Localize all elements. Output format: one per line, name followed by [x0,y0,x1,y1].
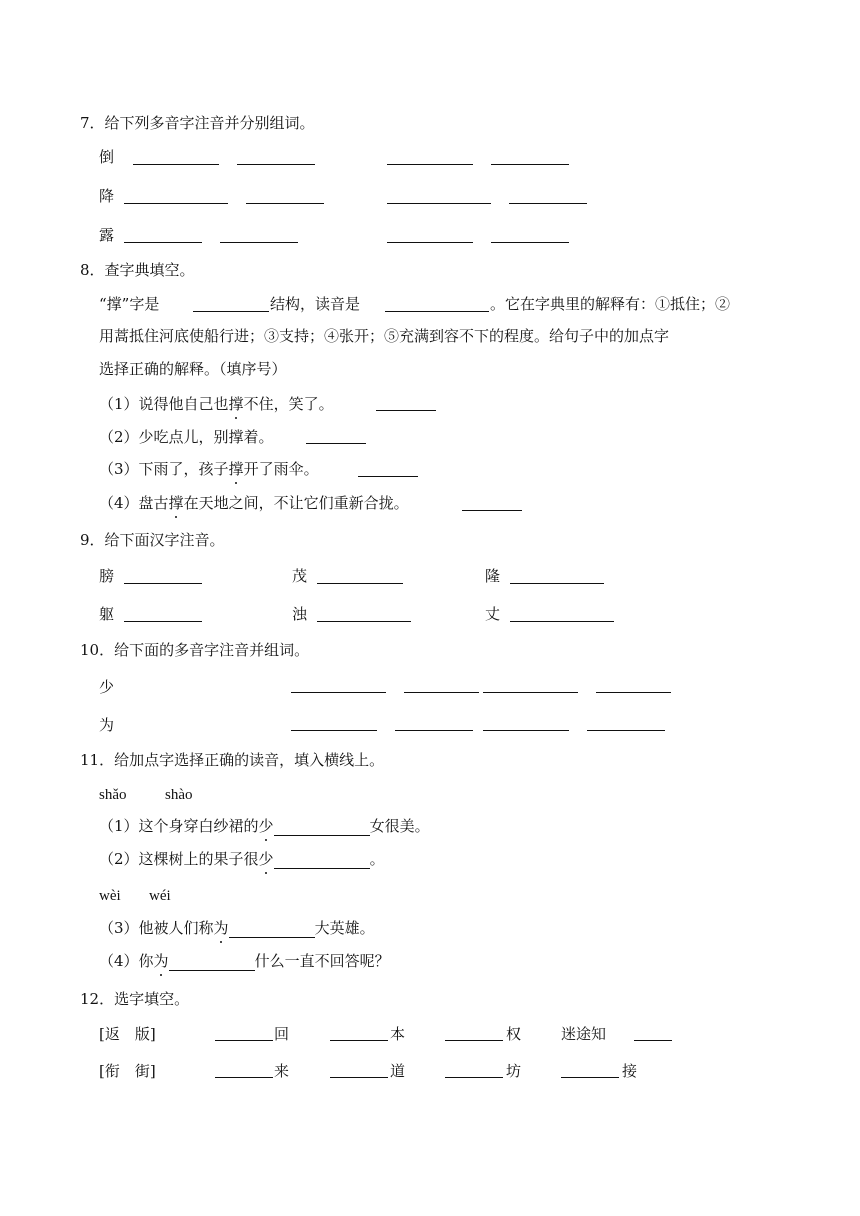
q7-blank[interactable] [491,242,569,243]
q7-blank[interactable] [246,203,324,204]
q10-blank[interactable] [404,692,479,693]
q8-item-2: （2）少吃点儿，别撑着。 [99,428,274,446]
q8-answer-blank-1[interactable] [376,410,436,411]
q10-blank[interactable] [596,692,671,693]
q9-char: 隆 [485,567,501,585]
q12-row1-label: [返 版] [99,1025,156,1043]
q10-blank[interactable] [395,730,473,731]
q9-char: 丈 [485,605,501,623]
q8-answer-blank-4[interactable] [462,510,522,511]
dotted-char: 为 [213,919,229,937]
q12-blank[interactable] [561,1077,619,1078]
q10-blank[interactable] [587,730,665,731]
q9-char: 浊 [292,605,308,623]
q10-char: 少 [99,678,115,696]
q11-item-4: （4）你为 什么一直不回答呢？ [99,952,390,970]
q12-blank[interactable] [445,1077,503,1078]
q7-char-2: 降 [99,187,115,205]
q8-answer-blank-2[interactable] [306,443,366,444]
q8-answer-blank-3[interactable] [358,476,418,477]
q11-pinyin: shǎo [99,787,127,803]
dotted-char: 为 [153,952,169,970]
q11-pinyin: wèi [99,888,121,904]
dotted-char: 少 [258,817,274,835]
q12-row2-label: [衔 街] [99,1062,156,1080]
q9-char: 茂 [292,567,308,585]
q8-item-3: （3）下雨了，孩子撑开了雨伞。 [99,460,319,478]
q9-blank[interactable] [510,621,614,622]
q10-blank[interactable] [483,692,578,693]
q8-title: 8．查字典填空。 [80,261,195,279]
q7-title: 7．给下列多音字注音并分别组词。 [80,114,315,132]
q7-blank[interactable] [387,203,491,204]
q8-text: 用蒿抵住河底使船行进；③支持；④张开；⑤充满到容不下的程度。给句子中的加点字 [99,327,670,345]
q12-blank[interactable] [634,1040,672,1041]
q11-item-3: （3）他被人们称为 大英雄。 [99,919,375,937]
q12-blank[interactable] [445,1040,503,1041]
q8-structure-blank[interactable] [193,311,269,312]
q7-char-3: 露 [99,226,115,244]
q12-blank[interactable] [330,1077,388,1078]
q12-word: 本 [390,1025,406,1043]
q12-word: 坊 [506,1062,522,1080]
q9-blank[interactable] [510,583,604,584]
q8-text: “撑”字是 [99,295,160,313]
q7-blank[interactable] [133,164,219,165]
q9-blank[interactable] [317,621,411,622]
q12-blank[interactable] [215,1077,273,1078]
q10-blank[interactable] [291,692,386,693]
dotted-char: 撑 [168,494,184,512]
q11-pinyin: wéi [149,888,171,904]
q12-blank[interactable] [215,1040,273,1041]
q8-item-1: （1）说得他自己也撑不住，笑了。 [99,395,334,413]
q11-item-1: （1）这个身穿白纱裙的少 女很美。 [99,817,430,835]
q8-text: 。它在字典里的解释有：①抵住；② [490,295,731,313]
q12-word: 权 [506,1025,522,1043]
q11-title: 11．给加点字选择正确的读音，填入横线上。 [80,751,385,769]
q8-item-4: （4）盘古撑在天地之间，不让它们重新合拢。 [99,494,409,512]
q7-blank[interactable] [387,164,473,165]
q10-title: 10．给下面的多音字注音并组词。 [80,641,310,659]
q12-word: 接 [622,1062,638,1080]
q12-blank[interactable] [330,1040,388,1041]
q7-blank[interactable] [387,242,473,243]
q9-title: 9．给下面汉字注音。 [80,531,225,549]
q7-blank[interactable] [491,164,569,165]
q9-blank[interactable] [124,583,202,584]
q9-char: 躯 [99,605,115,623]
q12-word: 迷途知 [561,1025,607,1043]
q12-word: 回 [274,1025,290,1043]
q8-pinyin-blank[interactable] [385,311,489,312]
q7-blank[interactable] [509,203,587,204]
q12-word: 来 [274,1062,290,1080]
q7-char-1: 倒 [99,148,115,166]
dotted-char: 撑 [228,460,244,478]
q10-blank[interactable] [291,730,377,731]
q8-text: 选择正确的解释。（填序号） [99,360,287,378]
q11-item-2: （2）这棵树上的果子很少 。 [99,850,385,868]
q12-word: 道 [390,1062,406,1080]
q11-blank-4[interactable] [169,954,255,971]
dotted-char: 撑 [228,395,244,413]
q7-blank[interactable] [124,242,202,243]
q7-blank[interactable] [220,242,298,243]
q9-blank[interactable] [124,621,202,622]
q8-text: 结构，读音是 [270,295,361,313]
q10-blank[interactable] [483,730,569,731]
dotted-char: 少 [258,850,274,868]
q11-blank-1[interactable] [274,819,370,836]
q7-blank[interactable] [237,164,315,165]
q11-blank-3[interactable] [229,921,315,938]
q11-blank-2[interactable] [274,852,370,869]
q10-char: 为 [99,716,115,734]
q11-pinyin: shào [165,787,193,803]
q9-blank[interactable] [317,583,403,584]
q9-char: 膀 [99,567,115,585]
q7-blank[interactable] [124,203,228,204]
q12-title: 12．选字填空。 [80,990,190,1008]
